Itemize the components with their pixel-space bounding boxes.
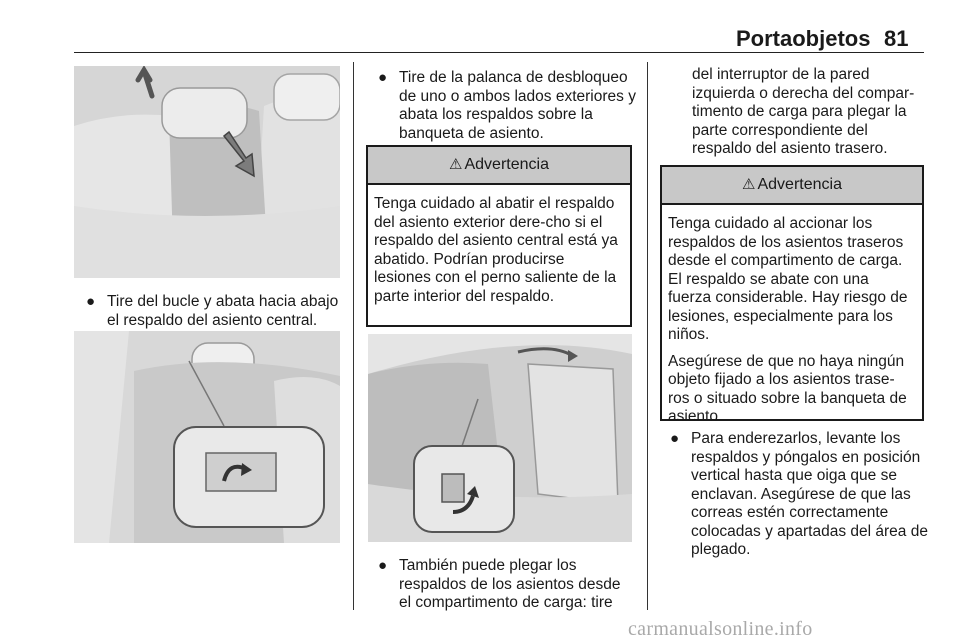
instruction-bullet [670,430,928,560]
warning-text: Asegúrese de que no haya ningún objeto fijado a los asientos trase-ros o situado sobre la banqueta de asiento. [668,352,907,425]
instruction-bullet [378,69,636,143]
warning-title: Advertencia [464,156,549,173]
figure-backrest-fold [74,66,340,278]
bullet-text: También puede plegar los respaldos de los asientos desde el compartimento de carga: tire [399,557,621,611]
warning-header [368,147,630,185]
bullet-dot: ● [670,430,680,447]
bullet-dot: ● [378,557,388,574]
warning-icon: ⚠ [449,156,463,173]
warning-title: Advertencia [757,176,842,193]
warning-header [662,167,922,205]
bullet-text: Para enderezarlos, levante los respaldos y póngalos en posición vertical hasta que oiga que se enclavan. Asegúrese de que las correas estén correctamente colocadas y apartadas del área de plegado. [691,430,928,558]
page-number: 81 [884,26,909,51]
warning-body [662,205,922,433]
column-divider-2 [647,62,648,610]
warning-box [660,165,924,425]
page-title: Portaobjetos [736,26,871,51]
warning-text: Tenga cuidado al accionar los respaldos de los asientos traseros desde el compartimento de carga. El respaldo se abate con una fuerza considerable. Hay riesgo de lesiones, especialmente para los niños. [668,215,908,343]
bullet-dot: ● [378,69,388,86]
bullet-dot: ● [86,293,96,310]
instruction-bullet [86,293,348,330]
instruction-bullet [378,557,636,613]
warning-icon: ⚠ [742,176,756,193]
warning-text: Tenga cuidado al abatir el respaldo del asiento exterior dere-cho si el respaldo del asiento central está ya abatido. Podrían producirse lesiones con el perno saliente de la parte interior del respaldo. [374,195,618,305]
figure-release-lever [74,331,340,543]
header-rule [74,52,924,53]
watermark: carmanualsonline.info [628,618,813,640]
bullet-text: Tire de la palanca de desbloqueo de uno o ambos lados exteriores y abata los respaldos sobre la banqueta de asiento. [399,69,636,142]
warning-box [366,145,632,327]
column-divider-1 [353,62,354,610]
figure-cargo-compartment [368,334,632,542]
continuation-text: del interruptor de la pared izquierda o derecha del compar-timento de carga para plegar la parte correspondiente del respaldo del asiento trasero. [692,66,915,157]
warning-body [368,185,630,312]
bullet-text: Tire del bucle y abata hacia abajo el respaldo del asiento central. [107,293,339,329]
